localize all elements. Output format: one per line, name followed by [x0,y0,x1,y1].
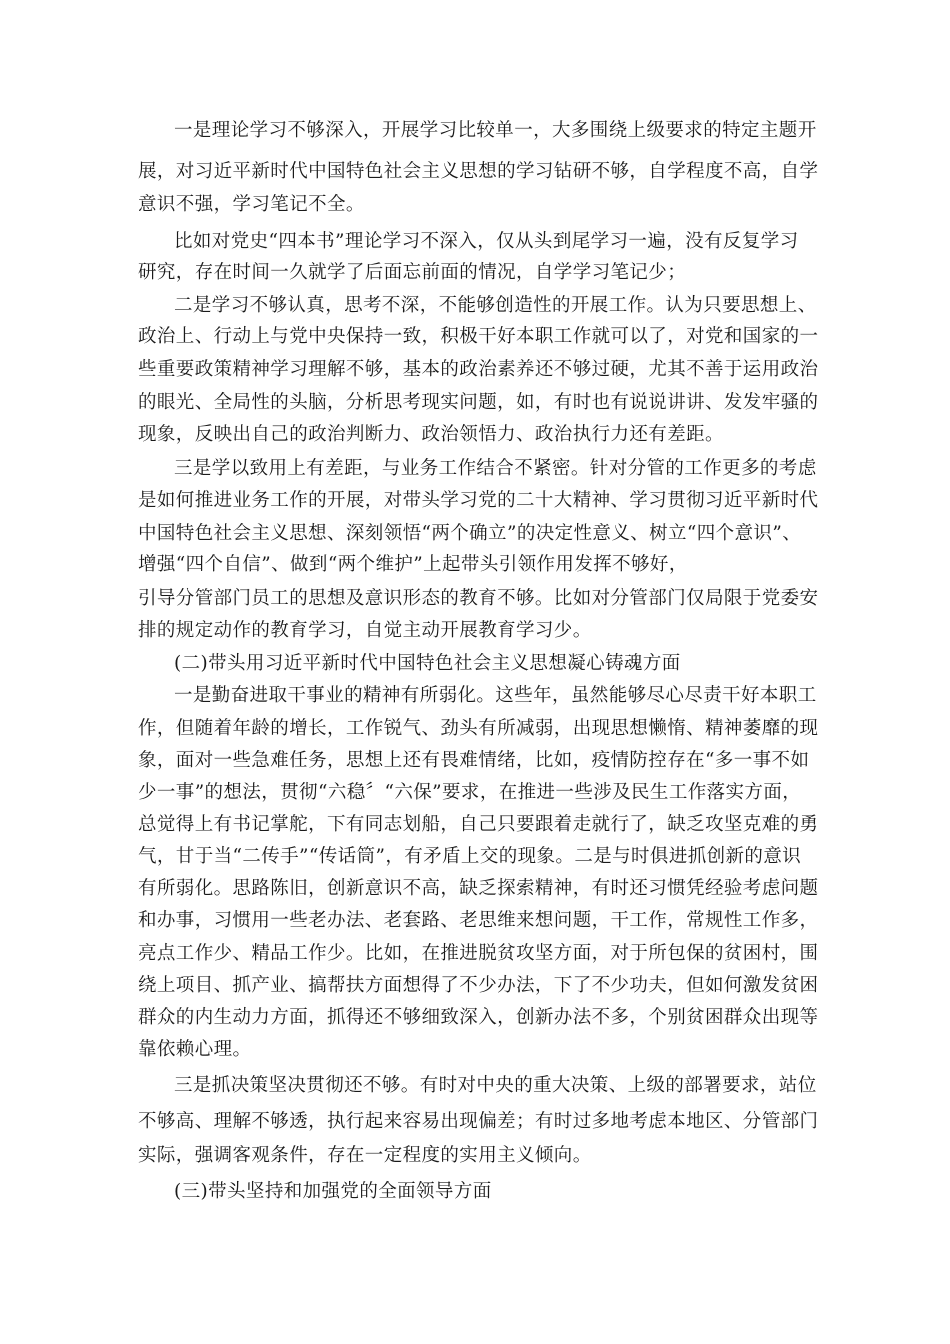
text-line: 的眼光、全局性的头脑，分析思考现实问题，如，有时也有说说讲讲、发发牢骚的 [138,392,819,413]
text-line: 靠依赖心理。 [138,1039,252,1060]
text-line: 政治上、行动上与党中央保持一致，积极干好本职工作就可以了，对党和国家的一 [138,326,819,347]
text-line: 不够高、理解不够透，执行起来容易出现偏差；有时过多地考虑本地区、分管部门 [138,1111,819,1132]
section-heading: (二)带头用习近平新时代中国特色社会主义思想凝心铸魂方面 [174,653,681,674]
section-heading: (三)带头坚持和加强党的全面领导方面 [174,1181,492,1202]
text-line: 增强“四个自信”、做到“两个维护”上起带头引领作用发挥不够好， [138,554,688,575]
text-line: 有所弱化。思路陈旧，创新意识不高，缺乏探索精神，有时还习惯凭经验考虑问题 [138,878,819,899]
text-line: 是如何推进业务工作的开展，对带头学习党的二十大精神、学习贯彻习近平新时代 [138,490,819,511]
text-line: 中国特色社会主义思想、深刻领悟“两个确立”的决定性意义、树立“四个意识”、 [138,523,802,544]
text-line: 实际，强调客观条件，存在一定程度的实用主义倾向。 [138,1145,592,1166]
text-line: 和办事，习惯用一些老办法、老套路、老思维来想问题，干工作，常规性工作多， [138,910,819,931]
text-line: 象，面对一些急难任务，思想上还有畏难情绪，比如，疫情防控存在“多一事不如 [138,750,810,771]
text-line: 一是勤奋进取干事业的精神有所弱化。这些年，虽然能够尽心尽责干好本职工 [174,685,817,706]
text-line: 一是理论学习不够深入，开展学习比较单一，大多围绕上级要求的特定主题开 [174,120,817,141]
text-line: 三是学以致用上有差距，与业务工作结合不紧密。针对分管的工作更多的考虑 [174,458,817,479]
text-line: 绕上项目、抓产业、搞帮扶方面想得了不少办法，下了不少功夫，但如何激发贫困 [138,975,819,996]
text-line: 总觉得上有书记掌舵，下有同志划船，自己只要跟着走就行了，缺乏攻坚克难的勇 [138,814,819,835]
text-line: 些重要政策精神学习理解不够，基本的政治素养还不够过硬，尤其不善于运用政治 [138,359,819,380]
text-line: 亮点工作少、精品工作少。比如，在推进脱贫攻坚方面，对于所包保的贫困村，围 [138,943,819,964]
text-line: 意识不强，学习笔记不全。 [138,194,365,215]
text-line: 二是学习不够认真，思考不深，不能够创造性的开展工作。认为只要思想上、 [174,295,817,316]
text-line: 展，对习近平新时代中国特色社会主义思想的学习钻研不够，自学程度不高，自学 [138,161,819,182]
text-line: 研究，存在时间一久就学了后面忘前面的情况，自学学习笔记少； [138,262,687,283]
text-line: 比如对党史“四本书”理论学习不深入，仅从头到尾学习一遍，没有反复学习 [174,231,799,252]
text-line: 群众的内生动力方面，抓得还不够细致深入，创新办法不多，个别贫困群众出现等 [138,1007,819,1028]
text-line: 三是抓决策坚决贯彻还不够。有时对中央的重大决策、上级的部署要求，站位 [174,1075,817,1096]
text-line: 排的规定动作的教育学习，自觉主动开展教育学习少。 [138,620,592,641]
text-line: 气，甘于当“二传手”“传话筒”，有矛盾上交的现象。二是与时俱进抓创新的意识 [138,846,802,867]
text-line: 作，但随着年龄的增长，工作锐气、劲头有所减弱，出现思想懒惰、精神萎靡的现 [138,718,819,739]
text-line: 现象，反映出自己的政治判断力、政治领悟力、政治执行力还有差距。 [138,424,724,445]
text-line: 引导分管部门员工的思想及意识形态的教育不够。比如对分管部门仅局限于党委安 [138,588,819,609]
text-line: 少一事”的想法，贯彻“六稳〞“六保”要求，在推进一些涉及民生工作落实方面， [138,782,802,803]
